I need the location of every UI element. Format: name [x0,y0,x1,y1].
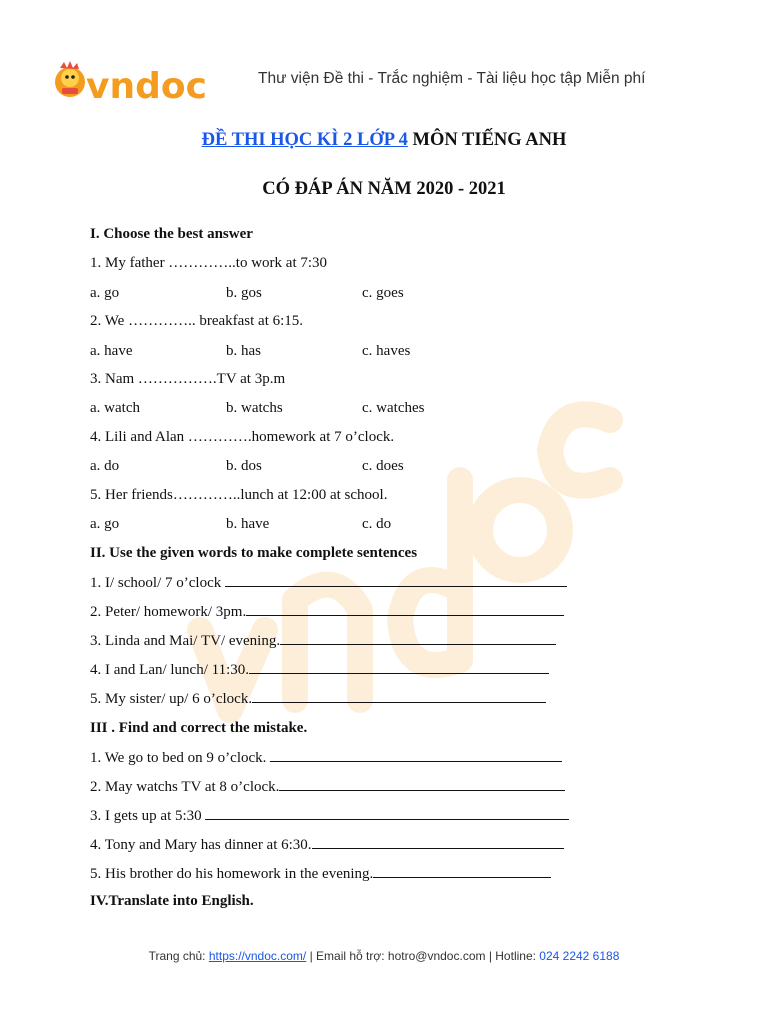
question-3: 3. Nam …………….TV at 3p.m [90,371,286,387]
option-4c: c. does [362,458,404,474]
option-2b: b. has [226,343,261,359]
option-5c: c. do [362,516,392,532]
option-1a: a. go [90,285,120,301]
page-title [0,130,768,151]
option-3b: b. watchs [226,400,283,416]
mistake-item: 1. We go to bed on 9 o’clock. [90,749,562,767]
option-2c: c. haves [362,343,411,359]
answer-blank[interactable] [252,690,546,703]
sentence-item: 3. Linda and Mai/ TV/ evening. [90,632,556,650]
option-5a: a. go [90,516,120,532]
sentence-item: 4. I and Lan/ lunch/ 11:30. [90,661,549,679]
vndoc-logo[interactable] [52,58,222,108]
option-4a: a. do [90,458,120,474]
answer-blank[interactable] [246,603,564,616]
sentence-item: 5. My sister/ up/ 6 o’clock. [90,690,546,708]
mistake-item: 3. I gets up at 5:30 [90,807,569,825]
section-3-heading: III . Find and correct the mistake. [90,720,308,736]
section-4-heading: IV.Translate into English. [90,893,254,909]
option-4b: b. dos [226,458,262,474]
mistake-item: 2. May watchs TV at 8 o’clock. [90,778,565,796]
question-4: 4. Lili and Alan ………….homework at 7 o’clock. [90,429,395,445]
footer-home-label: Trang chủ: [148,949,209,963]
logo-text: vndoc [86,66,207,107]
answer-blank[interactable] [280,632,556,645]
answer-blank[interactable] [279,778,565,791]
footer-hotline[interactable]: 024 2242 6188 [539,949,620,963]
footer-home-link[interactable]: https://vndoc.com/ [208,949,307,963]
section-1-heading: I. Choose the best answer [90,226,253,242]
title-link[interactable]: ĐỀ THI HỌC KÌ 2 LỚP 4 [201,130,408,150]
question-5: 5. Her friends…………..lunch at 12:00 at school. [90,487,388,503]
option-3a: a. watch [90,400,140,416]
option-3c: c. watches [362,400,425,416]
page-subtitle: CÓ ĐÁP ÁN NĂM 2020 - 2021 [262,179,506,199]
question-2: 2. We ………….. breakfast at 6:15. [90,313,304,329]
answer-blank[interactable] [249,661,549,674]
answer-blank[interactable] [373,865,551,878]
sentence-item: 2. Peter/ homework/ 3pm. [90,603,564,621]
option-1c: c. goes [362,285,404,301]
footer-email: | Email hỗ trợ: hotro@vndoc.com | Hotline: [306,949,540,963]
mistake-item: 5. His brother do his homework in the evening. [90,865,551,883]
option-2a: a. have [90,343,133,359]
sentence-item: 1. I/ school/ 7 o’clock [90,574,567,592]
title-rest: MÔN TIẾNG ANH [407,130,567,150]
answer-blank[interactable] [225,574,567,587]
option-1b: b. gos [226,285,262,301]
page-footer [0,949,768,963]
question-1: 1. My father …………..to work at 7:30 [90,255,328,271]
mistake-item: 4. Tony and Mary has dinner at 6:30. [90,836,564,854]
option-5b: b. have [226,516,270,532]
answer-blank[interactable] [270,749,562,762]
section-2-heading: II. Use the given words to make complete sentences [90,545,418,561]
answer-blank[interactable] [205,807,569,820]
answer-blank[interactable] [312,836,564,849]
header-tagline: Thư viện Đề thi - Trắc nghiệm - Tài liệu học tập Miễn phí [258,70,646,87]
